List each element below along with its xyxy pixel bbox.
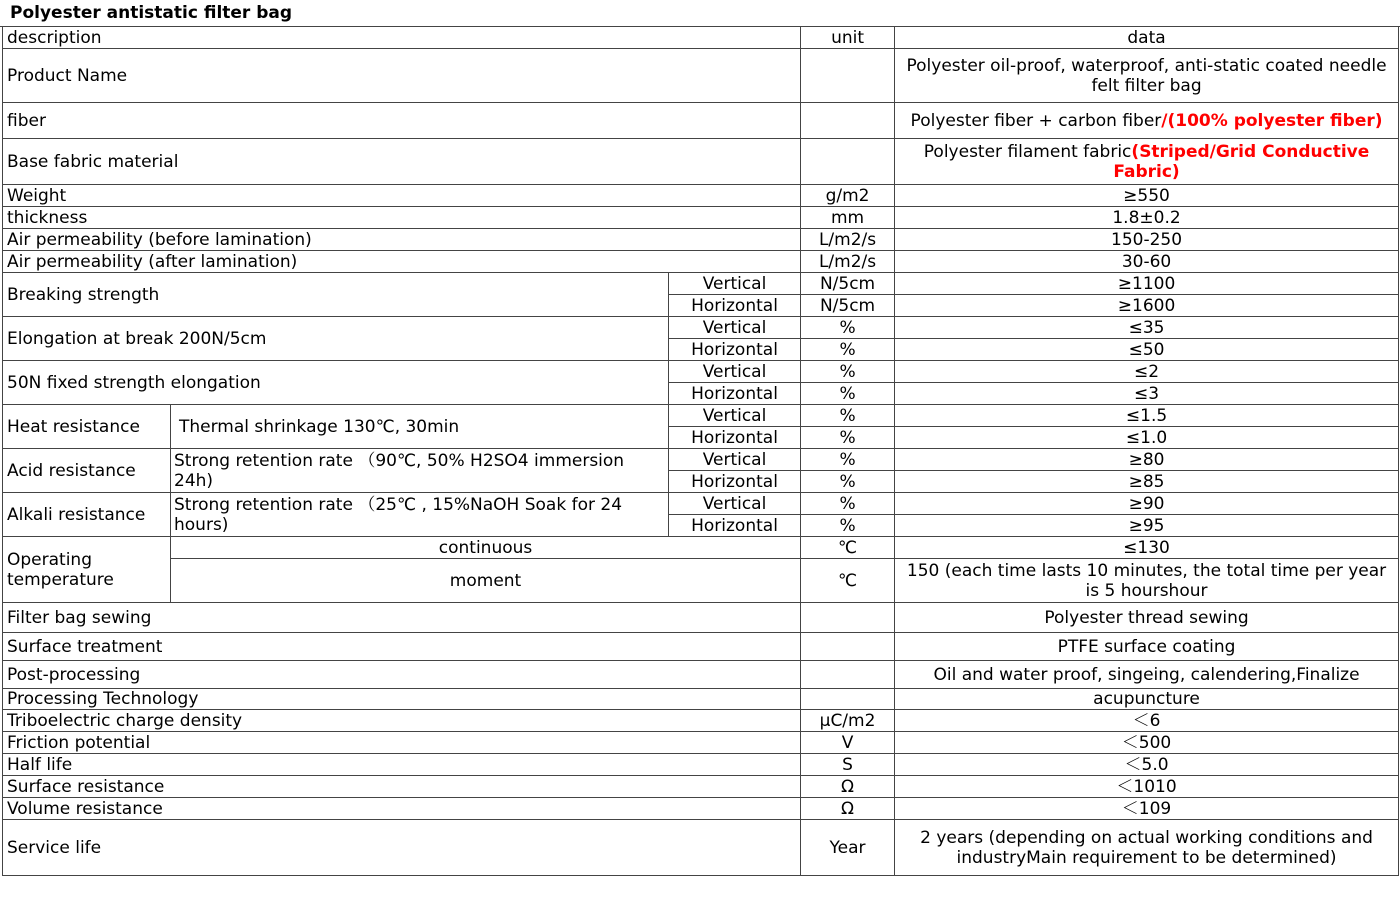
friction-label[interactable]: Friction potential [3,732,801,754]
acid-vertical-label[interactable]: Vertical [669,449,801,471]
header-row [3,27,1399,49]
elongation-horizontal-unit[interactable]: % [801,339,895,361]
fixed-strength-horizontal-data[interactable]: ≤3 [895,383,1399,405]
table-row [3,661,1399,689]
volume-resistance-unit[interactable]: Ω [801,798,895,820]
table-row [3,559,1399,603]
sewing-data[interactable]: Polyester thread sewing [895,603,1399,633]
operating-moment-unit[interactable]: ℃ [801,559,895,603]
air-after-label[interactable]: Air permeability (after lamination) [3,251,801,273]
table-row [3,603,1399,633]
post-processing-label[interactable]: Post-processing [3,661,801,689]
header-unit[interactable]: unit [801,27,895,49]
weight-label[interactable]: Weight [3,185,801,207]
processing-tech-data[interactable]: acupuncture [895,689,1399,710]
operating-moment-label[interactable]: moment [171,559,801,603]
breaking-horizontal-label[interactable]: Horizontal [669,295,801,317]
friction-data[interactable]: ＜500 [895,732,1399,754]
half-life-label[interactable]: Half life [3,754,801,776]
friction-unit[interactable]: V [801,732,895,754]
acid-horizontal-unit[interactable]: % [801,471,895,493]
operating-continuous-unit[interactable]: ℃ [801,537,895,559]
table-row [3,103,1399,139]
breaking-vertical-data[interactable]: ≥1100 [895,273,1399,295]
service-life-unit[interactable]: Year [801,820,895,876]
header-data[interactable]: data [895,27,1399,49]
table-row [3,449,1399,471]
elongation-vertical-data[interactable]: ≤35 [895,317,1399,339]
fixed-strength-vertical-label[interactable]: Vertical [669,361,801,383]
breaking-horizontal-data[interactable]: ≥1600 [895,295,1399,317]
table-row [3,251,1399,273]
operating-moment-data[interactable]: 150 (each time lasts 10 minutes, the total time per year is 5 hourshour [895,559,1399,603]
processing-tech-label[interactable]: Processing Technology [3,689,801,710]
processing-tech-unit[interactable] [801,689,895,710]
base-fabric-data[interactable] [895,139,1399,185]
table-row [3,754,1399,776]
table-row [3,49,1399,103]
table-row [3,537,1399,559]
heat-label[interactable]: Heat resistance [3,405,171,449]
acid-horizontal-data[interactable]: ≥85 [895,471,1399,493]
triboelectric-label[interactable]: Triboelectric charge density [3,710,801,732]
table-row [3,776,1399,798]
base-fabric-unit[interactable] [801,139,895,185]
acid-vertical-unit[interactable]: % [801,449,895,471]
fiber-data[interactable] [895,103,1399,139]
alkali-horizontal-data[interactable]: ≥95 [895,515,1399,537]
breaking-horizontal-unit[interactable]: N/5cm [801,295,895,317]
surface-resistance-label[interactable]: Surface resistance [3,776,801,798]
air-before-label[interactable]: Air permeability (before lamination) [3,229,801,251]
table-row [3,207,1399,229]
weight-unit[interactable]: g/m2 [801,185,895,207]
fiber-unit[interactable] [801,103,895,139]
acid-label[interactable]: Acid resistance [3,449,171,493]
base-fabric-data-highlight: (Striped/Grid Conductive Fabric) [1113,141,1370,182]
alkali-horizontal-unit[interactable]: % [801,515,895,537]
air-before-data[interactable]: 150-250 [895,229,1399,251]
table-row [3,710,1399,732]
operating-label[interactable]: Operating temperature [3,537,171,603]
table-row [3,405,1399,427]
fixed-strength-horizontal-unit[interactable]: % [801,383,895,405]
product-name-data[interactable]: Polyester oil-proof, waterproof, anti-static coated needle felt filter bag [895,49,1399,103]
service-life-data[interactable]: 2 years (depending on actual working conditions and industryMain requirement to be determined) [895,820,1399,876]
breaking-vertical-label[interactable]: Vertical [669,273,801,295]
heat-condition[interactable]: Thermal shrinkage 130℃, 30min [171,405,669,449]
header-description[interactable]: description [3,27,801,49]
alkali-vertical-unit[interactable]: % [801,493,895,515]
thickness-label[interactable]: thickness [3,207,801,229]
fixed-strength-vertical-unit[interactable]: % [801,361,895,383]
table-row [3,689,1399,710]
half-life-unit[interactable]: S [801,754,895,776]
fiber-label[interactable]: fiber [3,103,801,139]
elongation-horizontal-label[interactable]: Horizontal [669,339,801,361]
heat-vertical-label[interactable]: Vertical [669,405,801,427]
breaking-vertical-unit[interactable]: N/5cm [801,273,895,295]
elongation-horizontal-data[interactable]: ≤50 [895,339,1399,361]
table-row [3,633,1399,661]
air-after-data[interactable]: 30-60 [895,251,1399,273]
table-row [3,185,1399,207]
surface-treatment-data[interactable]: PTFE surface coating [895,633,1399,661]
heat-horizontal-unit[interactable]: % [801,427,895,449]
base-fabric-data-text: Polyester filament fabric [923,141,1132,162]
fiber-data-text: Polyester fiber + carbon fiber [910,110,1162,131]
volume-resistance-label[interactable]: Volume resistance [3,798,801,820]
acid-vertical-data[interactable]: ≥80 [895,449,1399,471]
air-before-unit[interactable]: L/m2/s [801,229,895,251]
breaking-label[interactable]: Breaking strength [3,273,669,317]
volume-resistance-data[interactable]: ＜109 [895,798,1399,820]
table-row [3,798,1399,820]
sewing-unit[interactable] [801,603,895,633]
elongation-vertical-unit[interactable]: % [801,317,895,339]
alkali-vertical-label[interactable]: Vertical [669,493,801,515]
fiber-data-highlight: /(100% polyester fiber) [1161,110,1383,131]
surface-resistance-unit[interactable]: Ω [801,776,895,798]
alkali-horizontal-label[interactable]: Horizontal [669,515,801,537]
operating-continuous-data[interactable]: ≤130 [895,537,1399,559]
base-fabric-label[interactable]: Base fabric material [3,139,801,185]
surface-treatment-label[interactable]: Surface treatment [3,633,801,661]
table-row [3,317,1399,339]
air-after-unit[interactable]: L/m2/s [801,251,895,273]
post-processing-unit[interactable] [801,661,895,689]
sewing-label[interactable]: Filter bag sewing [3,603,801,633]
half-life-data[interactable]: ＜5.0 [895,754,1399,776]
triboelectric-unit[interactable]: μC/m2 [801,710,895,732]
weight-data[interactable]: ≥550 [895,185,1399,207]
thickness-unit[interactable]: mm [801,207,895,229]
sheet-title: Polyester antistatic filter bag [10,3,293,23]
elongation-vertical-label[interactable]: Vertical [669,317,801,339]
fixed-strength-label[interactable]: 50N fixed strength elongation [3,361,669,405]
product-name-label[interactable]: Product Name [3,49,801,103]
table-row [3,273,1399,295]
table-row [3,732,1399,754]
acid-horizontal-label[interactable]: Horizontal [669,471,801,493]
table-row [3,229,1399,251]
acid-condition[interactable]: Strong retention rate （90℃, 50% H2SO4 immersion 24h) [171,449,669,493]
triboelectric-data[interactable]: ＜6 [895,710,1399,732]
product-name-unit[interactable] [801,49,895,103]
post-processing-data[interactable]: Oil and water proof, singeing, calendering,Finalize [895,661,1399,689]
surface-treatment-unit[interactable] [801,633,895,661]
heat-horizontal-data[interactable]: ≤1.0 [895,427,1399,449]
elongation-label[interactable]: Elongation at break 200N/5cm [3,317,669,361]
thickness-data[interactable]: 1.8±0.2 [895,207,1399,229]
heat-vertical-data[interactable]: ≤1.5 [895,405,1399,427]
table-row [3,361,1399,383]
alkali-vertical-data[interactable]: ≥90 [895,493,1399,515]
heat-vertical-unit[interactable]: % [801,405,895,427]
table-row [3,493,1399,515]
surface-resistance-data[interactable]: ＜1010 [895,776,1399,798]
fixed-strength-vertical-data[interactable]: ≤2 [895,361,1399,383]
spec-table [2,26,1399,876]
service-life-label[interactable]: Service life [3,820,801,876]
table-row [3,139,1399,185]
heat-horizontal-label[interactable]: Horizontal [669,427,801,449]
operating-continuous-label[interactable]: continuous [171,537,801,559]
table-row [3,820,1399,876]
alkali-label[interactable]: Alkali resistance [3,493,171,537]
alkali-condition[interactable]: Strong retention rate （25℃ , 15%NaOH Soak for 24 hours) [171,493,669,537]
fixed-strength-horizontal-label[interactable]: Horizontal [669,383,801,405]
